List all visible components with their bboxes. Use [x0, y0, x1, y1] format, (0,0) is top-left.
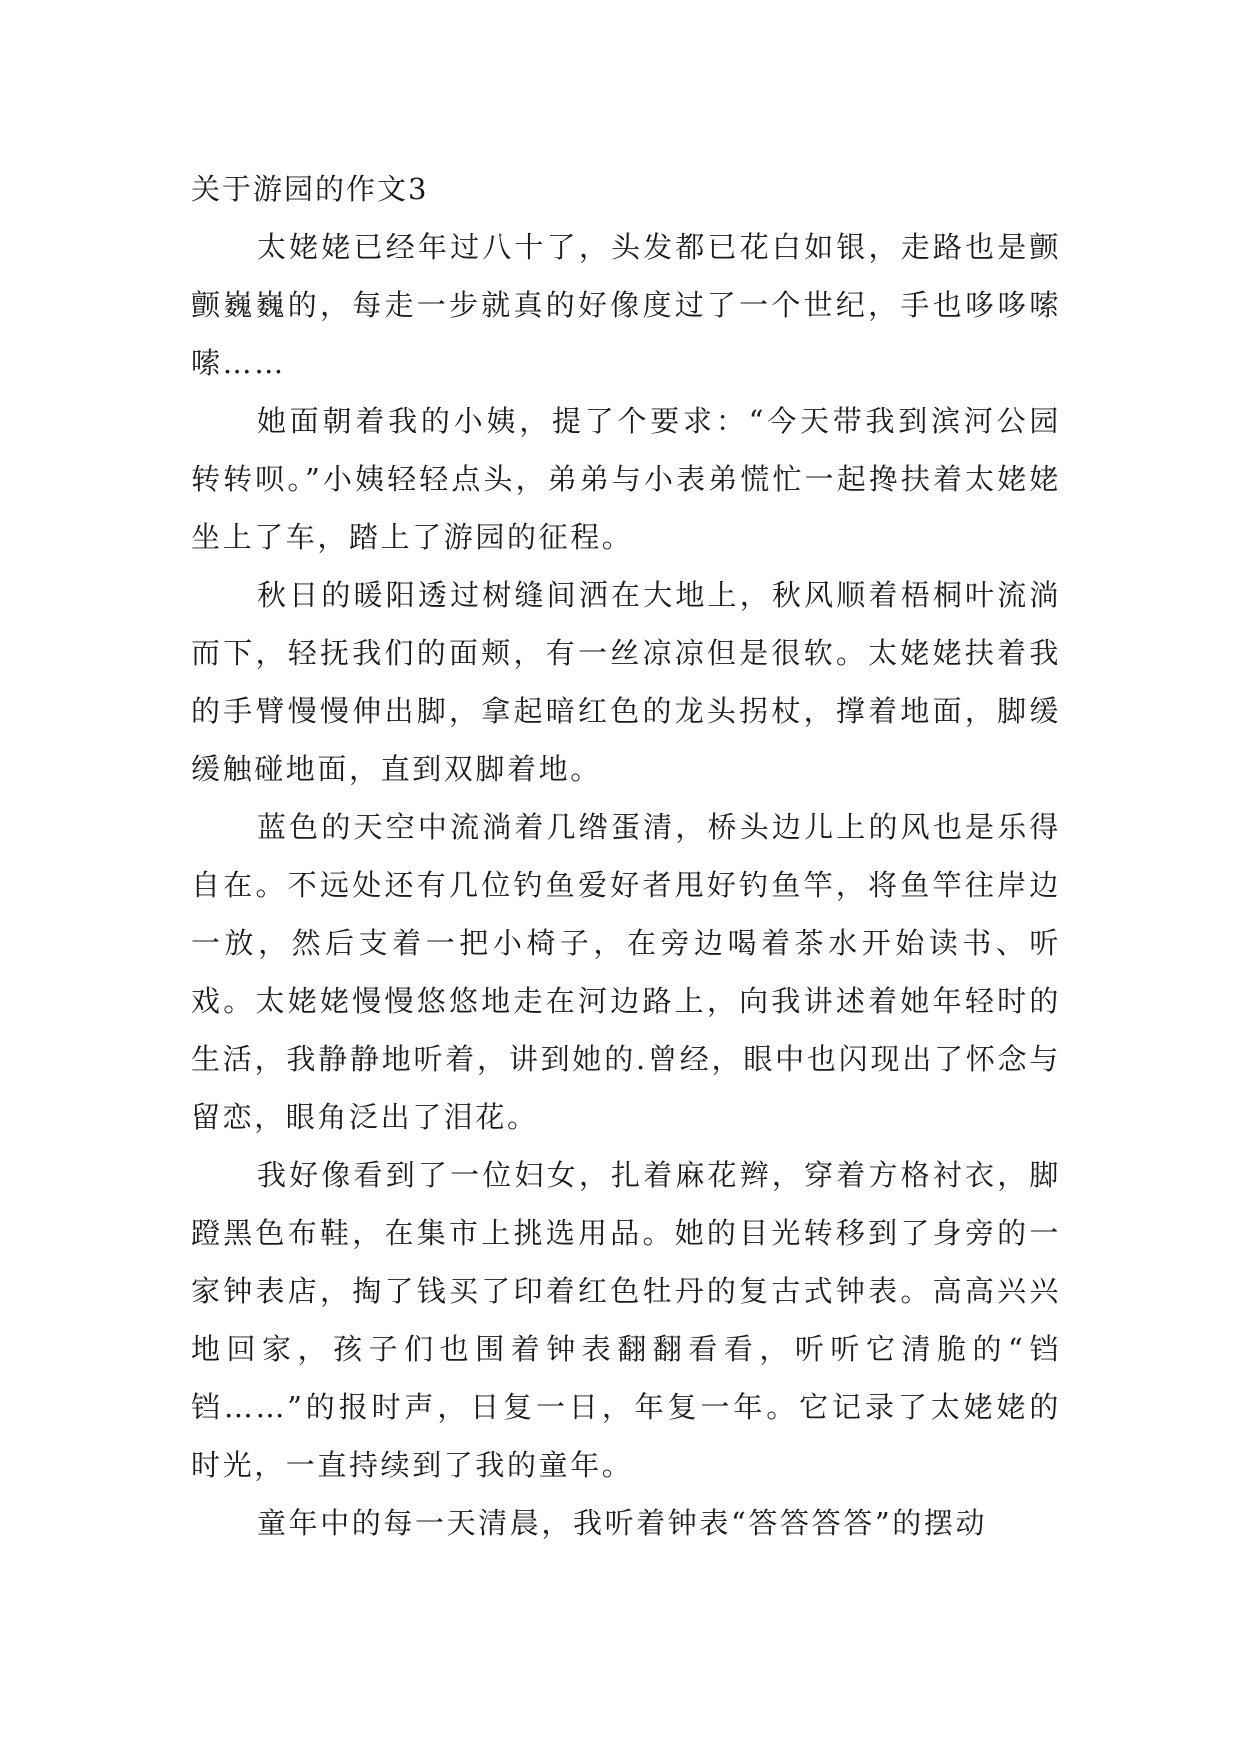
paragraph-2: 她面朝着我的小姨，提了个要求：“今天带我到滨河公园转转呗。”小姨轻轻点头，弟弟与小表弟慌忙一起搀扶着太姥姥坐上了车，踏上了游园的征程。	[191, 404, 1061, 554]
paragraph-3: 秋日的暖阳透过树缝间洒在大地上，秋风顺着梧桐叶流淌而下，轻抚我们的面颊，有一丝凉凉但是很软。太姥姥扶着我的手臂慢慢伸出脚，拿起暗红色的龙头拐杖，撑着地面，脚缓缓触碰地面，直到双脚着地。	[191, 578, 1061, 786]
essay-title: 关于游园的作文3	[191, 172, 429, 206]
paragraph-6: 童年中的每一天清晨，我听着钟表“答答答答”的摆动	[257, 1506, 988, 1540]
paragraph-4: 蓝色的天空中流淌着几绺蛋清，桥头边儿上的风也是乐得自在。不远处还有几位钓鱼爱好者甩好钓鱼竿，将鱼竿往岸边一放，然后支着一把小椅子，在旁边喝着茶水开始读书、听戏。太姥姥慢慢悠悠地走在河边路上，向我讲述着她年轻时的生活，我静静地听着，讲到她的.曾经，眼中也闪现出了怀念与留恋，眼角泛出了泪花。	[191, 810, 1061, 1134]
essay-body	[191, 160, 1061, 1552]
paragraph-1: 太姥姥已经年过八十了，头发都已花白如银，走路也是颤颤巍巍的，每走一步就真的好像度过了一个世纪，手也哆哆嗦嗦……	[191, 230, 1061, 380]
paragraph-5: 我好像看到了一位妇女，扎着麻花辫，穿着方格衬衣，脚蹬黑色布鞋，在集市上挑选用品。她的目光转移到了身旁的一家钟表店，掏了钱买了印着红色牡丹的复古式钟表。高高兴兴地回家，孩子们也围着钟表翻翻看看，听听它清脆的“铛铛……”的报时声，日复一日，年复一年。它记录了太姥姥的时光，一直持续到了我的童年。	[191, 1158, 1061, 1482]
